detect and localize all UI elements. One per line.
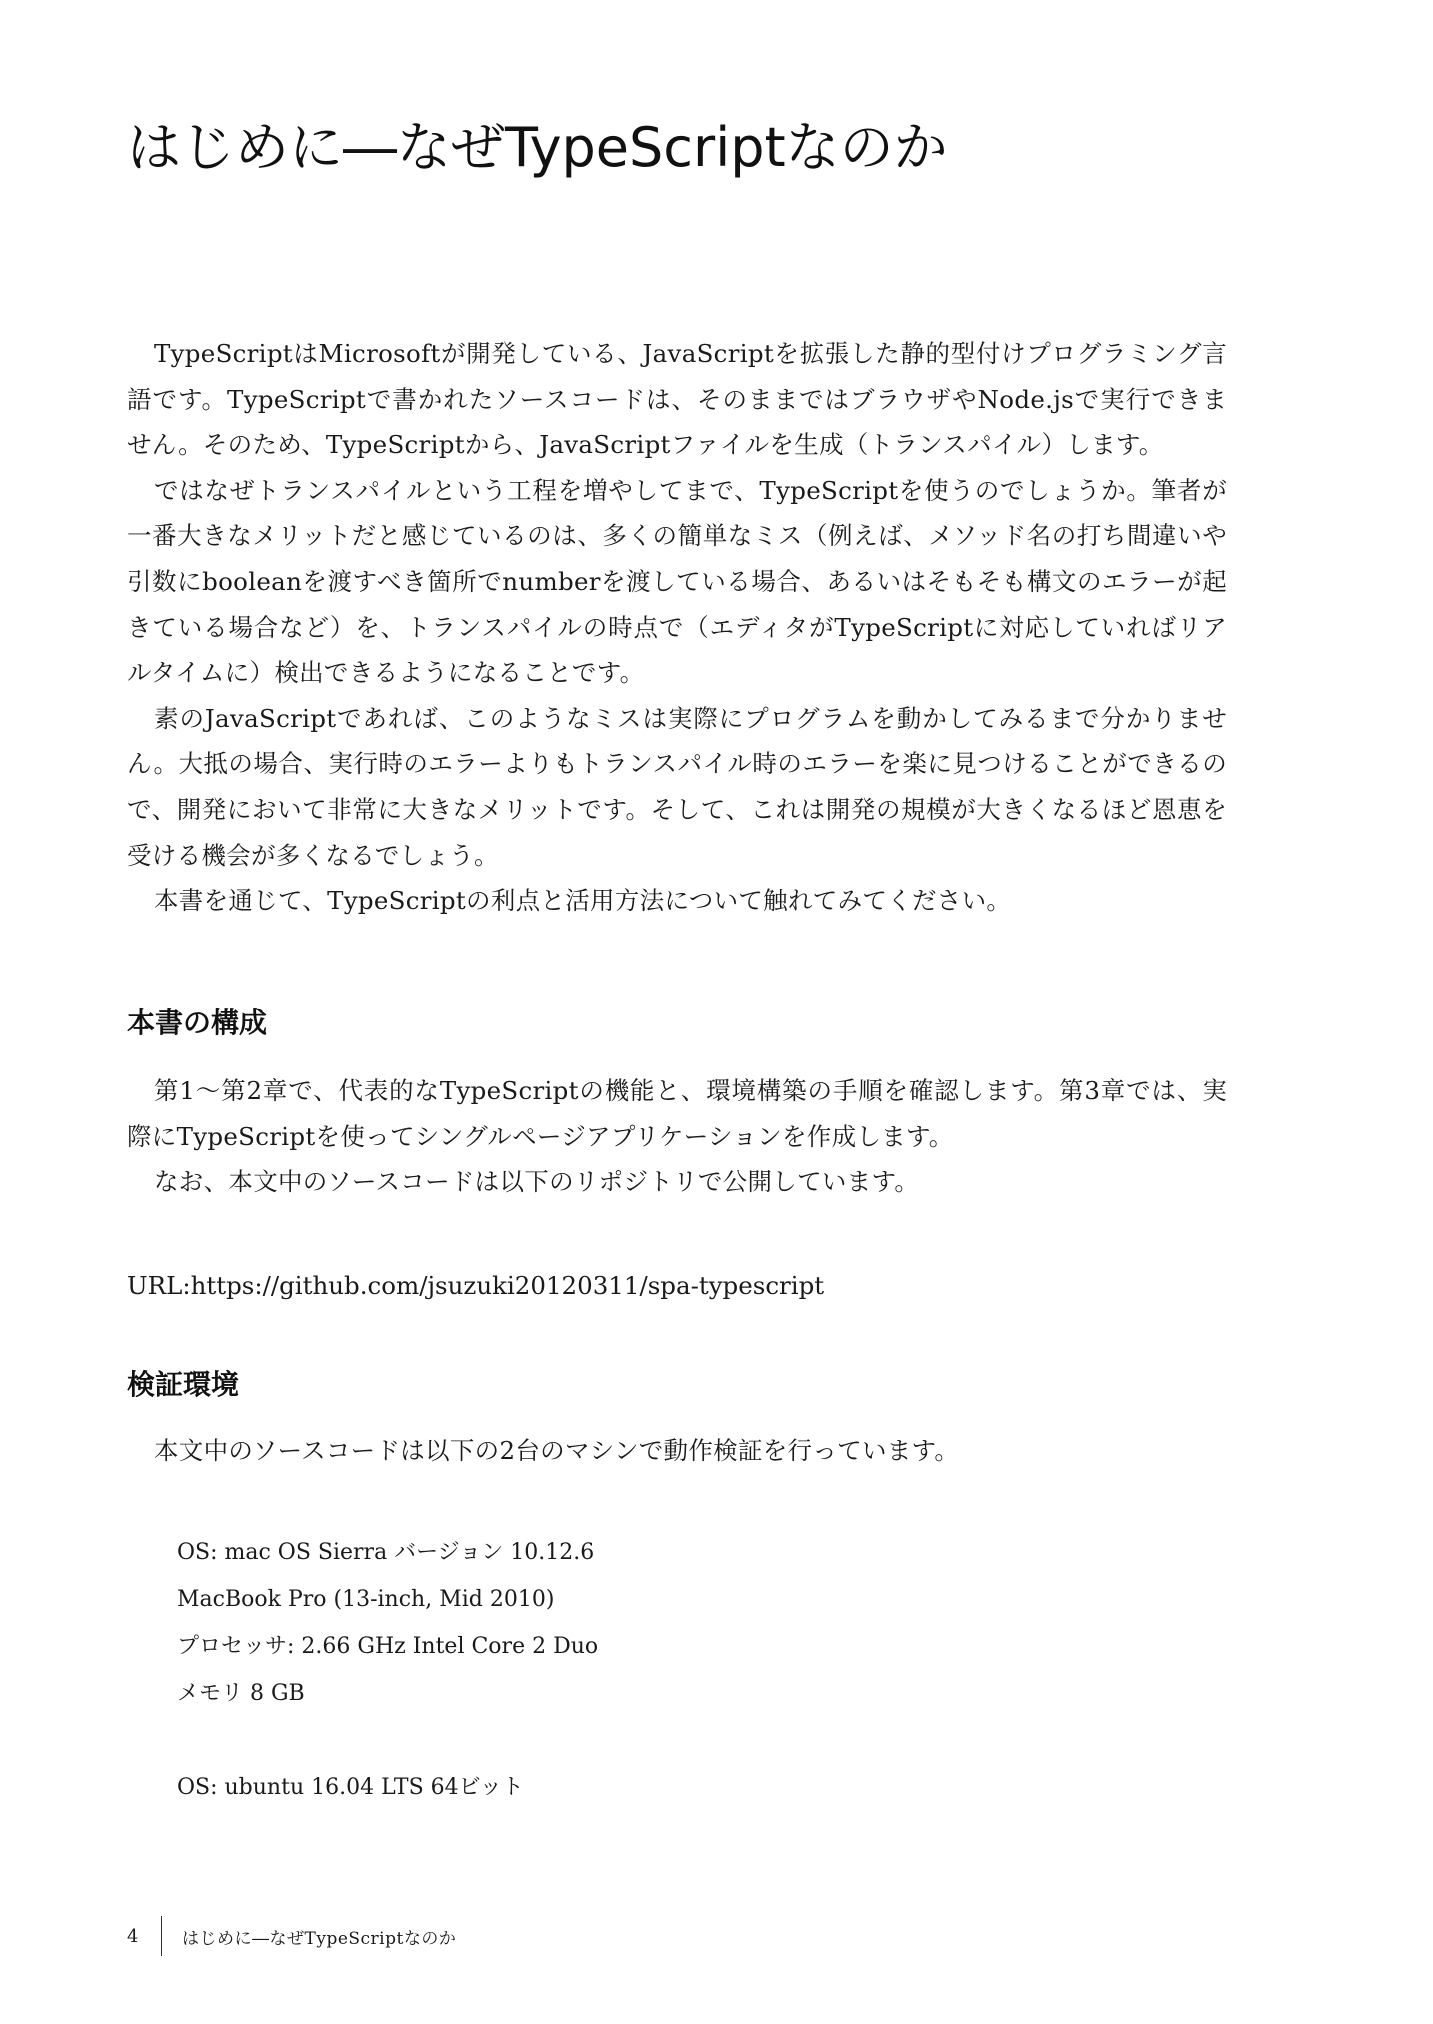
machine2-os: OS: ubuntu 16.04 LTS 64ビット xyxy=(177,1775,524,1800)
machine1-os: OS: mac OS Sierra バージョン 10.12.6 xyxy=(177,1540,595,1565)
footer-divider xyxy=(161,1916,162,1956)
environment-intro-block xyxy=(127,1428,1227,1474)
machine1-model: MacBook Pro (13-inch, Mid 2010) xyxy=(177,1587,555,1612)
environment-intro: 本文中のソースコードは以下の2台のマシンで動作検証を行っています。 xyxy=(154,1436,960,1465)
environment-list xyxy=(177,1529,1077,1811)
page-number: 4 xyxy=(127,1925,139,1947)
intro-paragraph-2: ではなぜトランスパイルという工程を増やしてまで、TypeScriptを使うのでしょうか。筆者が一番大きなメリットだと感じているのは、多くの簡単なミス（例えば、メソッド名の打ち間違いや引数にbooleanを渡すべき箇所でnumberを渡している場合、あるいはそもそも構文のエラーが起きている場合など）を、トランスパイルの時点で（エディタがTypeScriptに対応していればリアルタイムに）検出できるようになることです。 xyxy=(127,475,1227,688)
structure-paragraph-1: 第1～第2章で、代表的なTypeScriptの機能と、環境構築の手順を確認します。第3章では、実際にTypeScriptを使ってシングルページアプリケーションを作成します。 xyxy=(127,1076,1227,1151)
structure-section xyxy=(127,1068,1227,1205)
machine1-processor: プロセッサ: 2.66 GHz Intel Core 2 Duo xyxy=(177,1634,599,1659)
intro-section xyxy=(127,331,1227,924)
machine1-memory: メモリ 8 GB xyxy=(177,1681,305,1706)
intro-paragraph-1: TypeScriptはMicrosoftが開発している、JavaScriptを拡張した静的型付けプログラミング言語です。TypeScriptで書かれたソースコードは、そのままではブラウザやNode.jsで実行できません。そのため、TypeScriptから、JavaScriptファイルを生成（トランスパイル）します。 xyxy=(127,339,1227,460)
intro-paragraph-4: 本書を通じて、TypeScriptの利点と活用方法について触れてみてください。 xyxy=(154,886,1012,916)
environment-heading: 検証環境 xyxy=(127,1368,240,1401)
page-title: はじめに―なぜTypeScriptなのか xyxy=(127,116,948,179)
repository-url: URL:https://github.com/jsuzuki20120311/spa-typescript xyxy=(127,1271,825,1300)
page-footer xyxy=(127,1918,456,1954)
structure-heading: 本書の構成 xyxy=(127,1006,268,1039)
list-spacer xyxy=(177,1717,1077,1764)
intro-paragraph-3: 素のJavaScriptであれば、このようなミスは実際にプログラムを動かしてみるまで分かりません。大抵の場合、実行時のエラーよりもトランスパイル時のエラーを楽に見つけることができるので、開発において非常に大きなメリットです。そして、これは開発の規模が大きくなるほど恩恵を受ける機会が多くなるでしょう。 xyxy=(127,703,1227,870)
structure-paragraph-2: なお、本文中のソースコードは以下のリポジトリで公開しています。 xyxy=(154,1167,920,1197)
running-title: はじめに―なぜTypeScriptなのか xyxy=(182,1928,457,1949)
